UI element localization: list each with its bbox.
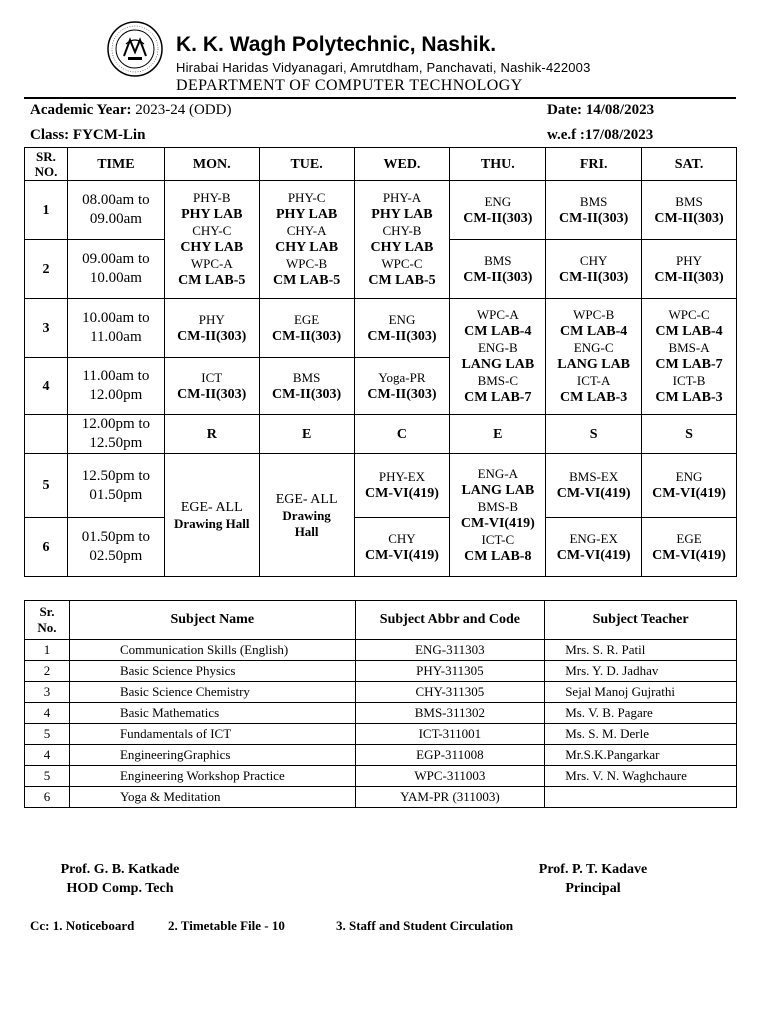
tue-drawing-block: EGE- ALL Drawing Hall xyxy=(259,454,354,577)
timetable-header-row xyxy=(25,148,737,181)
recess-letter: E xyxy=(450,415,546,454)
institute-name: K. K. Wagh Polytechnic, Nashik. xyxy=(176,33,497,56)
col-header-srno: Sr. No. xyxy=(25,601,70,640)
subject-name: Basic Mathematics xyxy=(69,703,355,724)
wed-slot-3: ENG CM-II(303) xyxy=(354,299,450,358)
timetable-row-recess xyxy=(25,415,737,454)
wed-lab-block: PHY-A PHY LAB CHY-B CHY LAB WPC-C CM LAB-5 xyxy=(354,181,450,299)
slot-number: 4 xyxy=(25,358,68,415)
sat-slot-2: PHY CM-II(303) xyxy=(642,240,737,299)
principal-title: Principal xyxy=(565,881,621,896)
timetable-row-3 xyxy=(25,299,737,358)
hod-name: Prof. G. B. Katkade xyxy=(60,862,180,877)
col-header-subject-code: Subject Abbr and Code xyxy=(355,601,545,640)
col-header-time: TIME xyxy=(67,148,164,181)
subject-code: EGP-311008 xyxy=(355,745,545,766)
slot-number: 2 xyxy=(25,240,68,299)
subject-header-row xyxy=(25,601,737,640)
col-header-sat: SAT. xyxy=(642,148,737,181)
timetable xyxy=(24,147,737,577)
institute-address: Hirabai Haridas Vidyanagari, Amrutdham, Panchavati, Nashik-422003 xyxy=(176,60,591,75)
fri-slot-2: CHY CM-II(303) xyxy=(546,240,642,299)
tue-slot-4: BMS CM-II(303) xyxy=(259,358,354,415)
subject-row xyxy=(25,724,737,745)
slot-number xyxy=(25,415,68,454)
recess-letter: S xyxy=(642,415,737,454)
subject-row xyxy=(25,661,737,682)
sat-lab-block: WPC-C CM LAB-4 BMS-A CM LAB-7 ICT-B CM LAB-3 xyxy=(642,299,737,415)
class-name: Class: FYCM-Lin xyxy=(30,127,146,143)
timetable-row-5 xyxy=(25,454,737,518)
mon-lab-block: PHY-B PHY LAB CHY-C CHY LAB WPC-A CM LAB-5 xyxy=(164,181,259,299)
subject-row xyxy=(25,640,737,661)
fri-slot-6: ENG-EX CM-VI(419) xyxy=(546,518,642,577)
fri-lab-block: WPC-B CM LAB-4 ENG-C LANG LAB ICT-A CM LAB-3 xyxy=(546,299,642,415)
subject-srno: 6 xyxy=(25,787,70,808)
slot-number: 5 xyxy=(25,454,68,518)
subject-table xyxy=(24,600,737,808)
col-header-thu: THU. xyxy=(450,148,546,181)
subject-srno: 5 xyxy=(25,724,70,745)
subject-code: WPC-311003 xyxy=(355,766,545,787)
thu-slot-2: BMS CM-II(303) xyxy=(450,240,546,299)
recess-letter: C xyxy=(354,415,450,454)
subject-teacher: Mrs. V. N. Waghchaure xyxy=(545,766,737,787)
sat-slot-5: ENG CM-VI(419) xyxy=(642,454,737,518)
slot-time: 12.50pm to 01.50pm xyxy=(67,454,164,518)
principal-signature xyxy=(510,860,676,898)
slot-number: 3 xyxy=(25,299,68,358)
wed-slot-6: CHY CM-VI(419) xyxy=(354,518,450,577)
header-divider xyxy=(24,97,736,99)
tue-lab-block: PHY-C PHY LAB CHY-A CHY LAB WPC-B CM LAB-5 xyxy=(259,181,354,299)
principal-name: Prof. P. T. Kadave xyxy=(538,862,648,877)
subject-teacher: Mrs. S. R. Patil xyxy=(545,640,737,661)
col-header-mon: MON. xyxy=(164,148,259,181)
sat-slot-6: EGE CM-VI(419) xyxy=(642,518,737,577)
recess-letter: S xyxy=(546,415,642,454)
institute-logo-icon xyxy=(106,20,164,78)
wed-slot-5: PHY-EX CM-VI(419) xyxy=(354,454,450,518)
subject-name: Communication Skills (English) xyxy=(69,640,355,661)
fri-slot-5: BMS-EX CM-VI(419) xyxy=(546,454,642,518)
subject-srno: 4 xyxy=(25,745,70,766)
subject-name: Basic Science Chemistry xyxy=(69,682,355,703)
department-name: DEPARTMENT OF COMPUTER TECHNOLOGY xyxy=(176,77,523,94)
subject-srno: 5 xyxy=(25,766,70,787)
subject-srno: 4 xyxy=(25,703,70,724)
subject-row xyxy=(25,682,737,703)
slot-time: 12.00pm to 12.50pm xyxy=(67,415,164,454)
subject-teacher xyxy=(545,787,737,808)
mon-drawing-block: EGE- ALL Drawing Hall xyxy=(164,454,259,577)
col-header-subject-name: Subject Name xyxy=(69,601,355,640)
subject-code: ICT-311001 xyxy=(355,724,545,745)
tue-slot-3: EGE CM-II(303) xyxy=(259,299,354,358)
thu-lab-block-2: ENG-A LANG LAB BMS-B CM-VI(419) ICT-C CM LAB-8 xyxy=(450,454,546,577)
timetable-row-1 xyxy=(25,181,737,240)
timetable-row-6 xyxy=(25,518,737,577)
col-header-wed: WED. xyxy=(354,148,450,181)
recess-letter: R xyxy=(164,415,259,454)
slot-time: 01.50pm to 02.50pm xyxy=(67,518,164,577)
cc-noticeboard: Cc: 1. Noticeboard xyxy=(30,918,135,933)
subject-teacher: Sejal Manoj Gujrathi xyxy=(545,682,737,703)
col-header-fri: FRI. xyxy=(546,148,642,181)
subject-row xyxy=(25,703,737,724)
subject-teacher: Ms. V. B. Pagare xyxy=(545,703,737,724)
subject-code: BMS-311302 xyxy=(355,703,545,724)
subject-srno: 3 xyxy=(25,682,70,703)
thu-slot-1: ENG CM-II(303) xyxy=(450,181,546,240)
subject-row xyxy=(25,766,737,787)
subject-teacher: Ms. S. M. Derle xyxy=(545,724,737,745)
col-header-srno: SR. NO. xyxy=(25,148,68,181)
col-header-tue: TUE. xyxy=(259,148,354,181)
slot-time: 10.00am to 11.00am xyxy=(67,299,164,358)
thu-lab-block: WPC-A CM LAB-4 ENG-B LANG LAB BMS-C CM LAB-7 xyxy=(450,299,546,415)
slot-time: 08.00am to 09.00am xyxy=(67,181,164,240)
col-header-subject-teacher: Subject Teacher xyxy=(545,601,737,640)
cc-timetable-file: 2. Timetable File - 10 xyxy=(168,918,285,933)
subject-code: ENG-311303 xyxy=(355,640,545,661)
academic-year: Academic Year: 2023-24 (ODD) xyxy=(30,102,232,118)
subject-srno: 2 xyxy=(25,661,70,682)
subject-srno: 1 xyxy=(25,640,70,661)
recess-letter: E xyxy=(259,415,354,454)
slot-number: 6 xyxy=(25,518,68,577)
slot-number: 1 xyxy=(25,181,68,240)
timetable-date: Date: 14/08/2023 xyxy=(547,102,655,118)
slot-time: 09.00am to 10.00am xyxy=(67,240,164,299)
wed-slot-4: Yoga-PR CM-II(303) xyxy=(354,358,450,415)
subject-name: Basic Science Physics xyxy=(69,661,355,682)
subject-code: YAM-PR (311003) xyxy=(355,787,545,808)
cc-circulation: 3. Staff and Student Circulation xyxy=(336,918,514,933)
fri-slot-1: BMS CM-II(303) xyxy=(546,181,642,240)
sat-slot-1: BMS CM-II(303) xyxy=(642,181,737,240)
hod-title: HOD Comp. Tech xyxy=(66,881,174,896)
subject-teacher: Mr.S.K.Pangarkar xyxy=(545,745,737,766)
subject-name: EngineeringGraphics xyxy=(69,745,355,766)
subject-code: PHY-311305 xyxy=(355,661,545,682)
subject-name: Engineering Workshop Practice xyxy=(69,766,355,787)
subject-code: CHY-311305 xyxy=(355,682,545,703)
subject-teacher: Mrs. Y. D. Jadhav xyxy=(545,661,737,682)
subject-row xyxy=(25,787,737,808)
subject-name: Fundamentals of ICT xyxy=(69,724,355,745)
subject-row xyxy=(25,745,737,766)
mon-slot-4: ICT CM-II(303) xyxy=(164,358,259,415)
effective-date: w.e.f :17/08/2023 xyxy=(547,127,654,143)
mon-slot-3: PHY CM-II(303) xyxy=(164,299,259,358)
hod-signature xyxy=(40,860,200,898)
subject-name: Yoga & Meditation xyxy=(69,787,355,808)
slot-time: 11.00am to 12.00pm xyxy=(67,358,164,415)
